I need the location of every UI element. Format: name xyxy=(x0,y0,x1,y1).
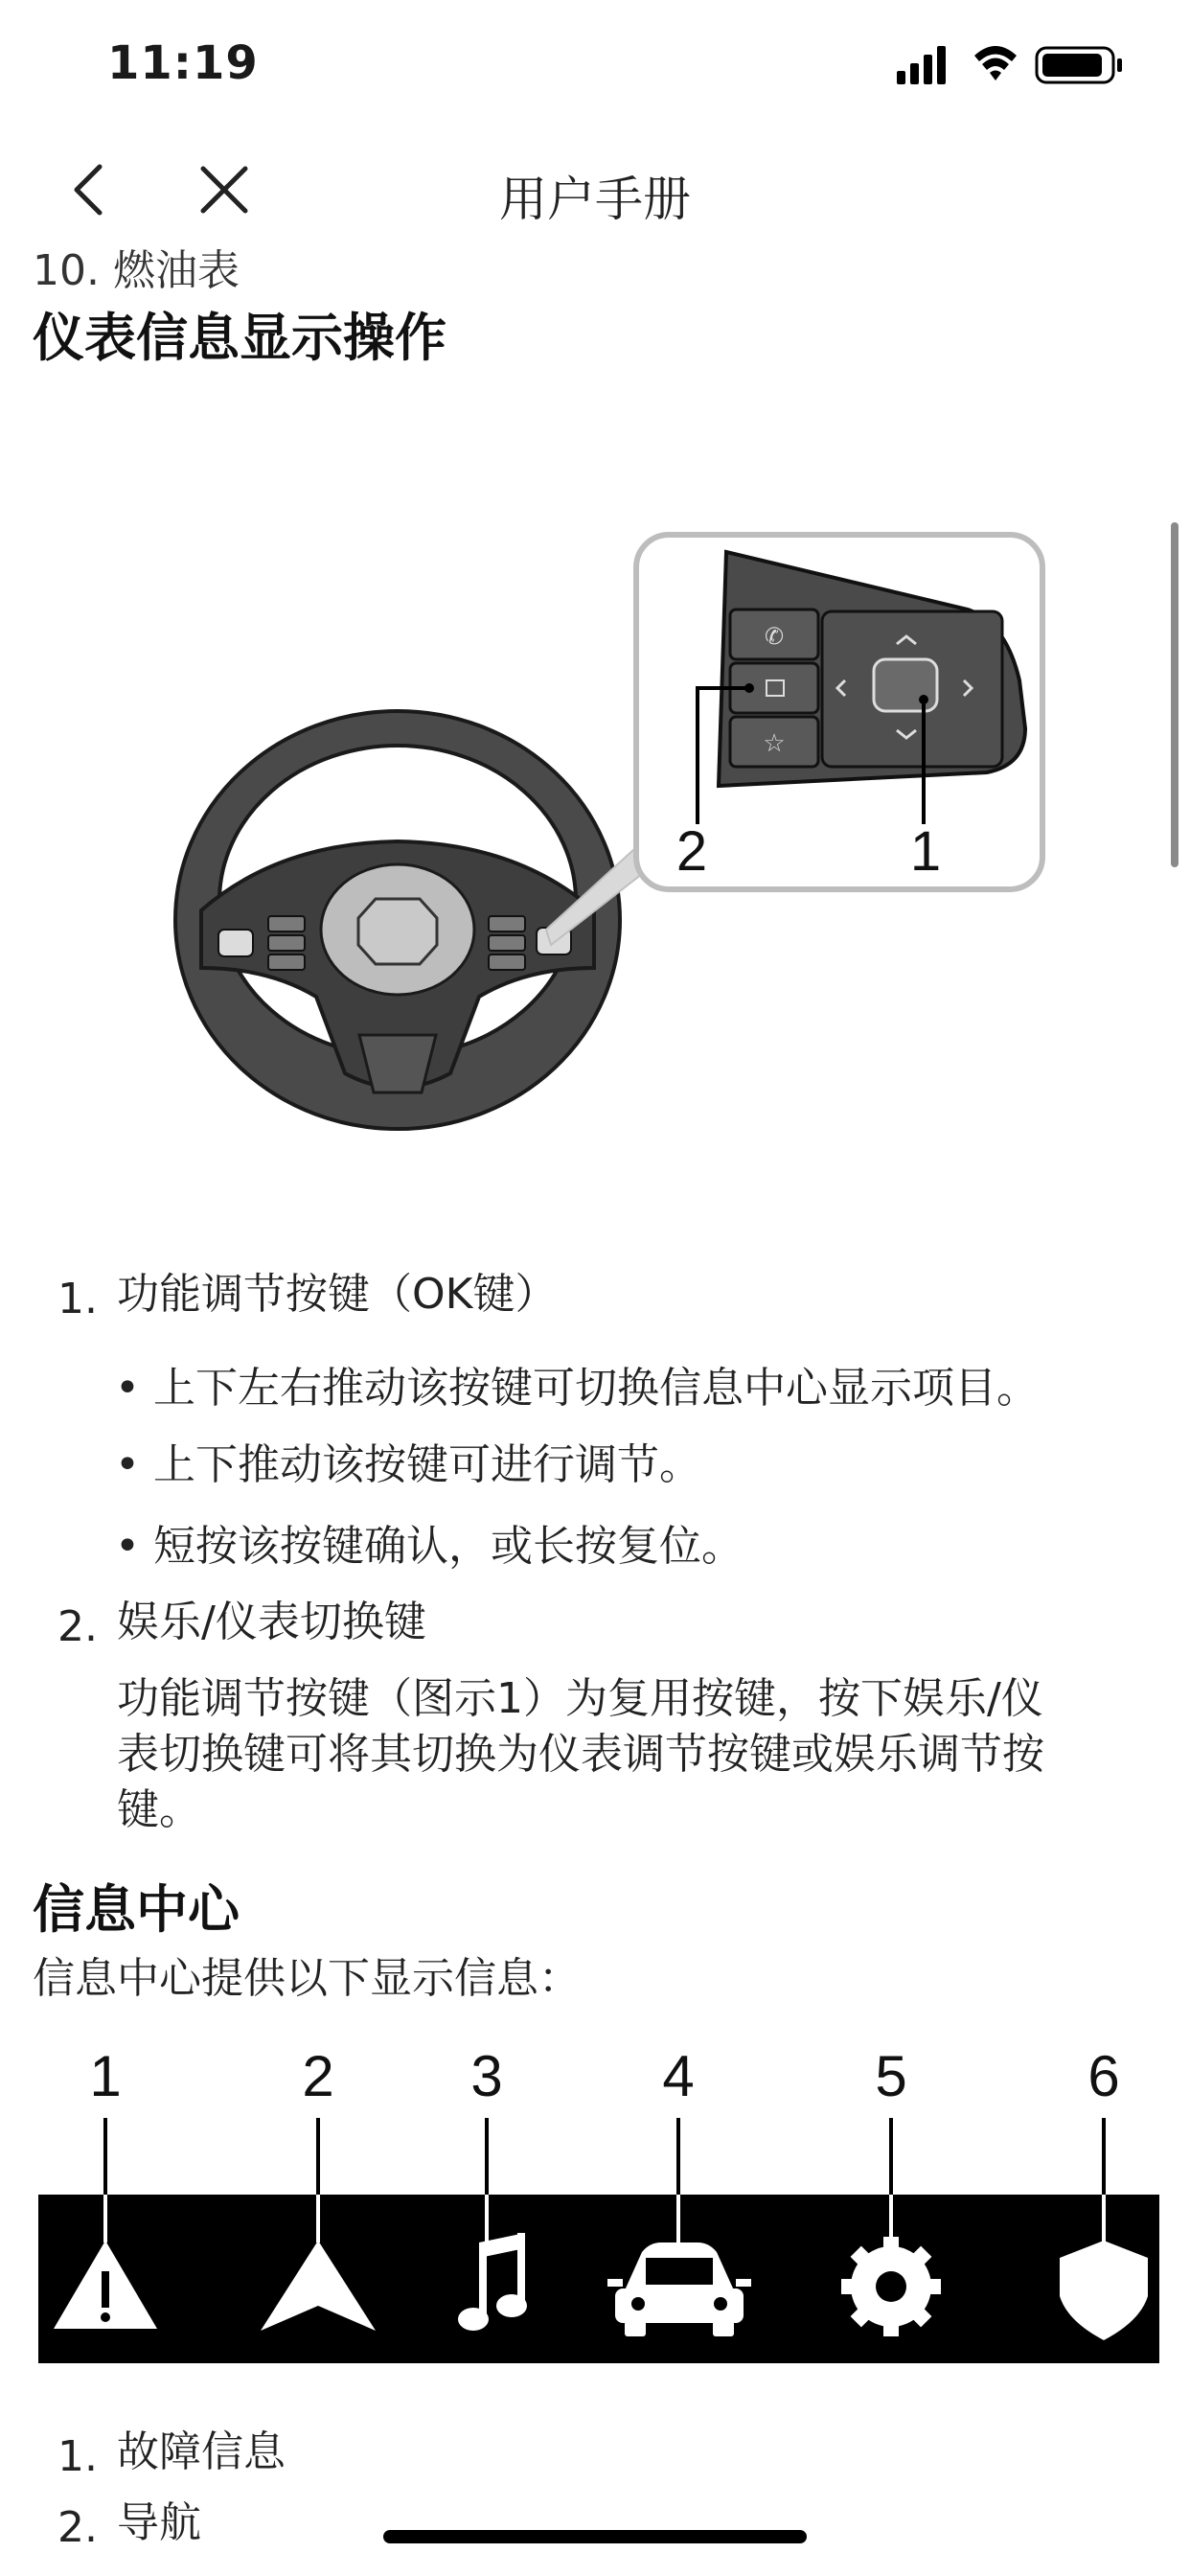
scrollbar[interactable] xyxy=(1171,522,1179,867)
bullet-item: • 短按该按键确认，或长按复位。 xyxy=(115,1522,744,1571)
icon-number: 5 xyxy=(875,2044,907,2108)
callout-2: 2 xyxy=(675,820,708,883)
bullet-item: • 上下左右推动该按键可切换信息中心显示项目。 xyxy=(115,1364,1039,1413)
section-title-info-center: 信息中心 xyxy=(33,1879,240,1940)
cellular-signal-icon xyxy=(897,46,946,84)
button-zoom-inset xyxy=(636,535,1042,889)
list-item-desc: 功能调节按键（图示1）为复用按键，按下娱乐/仪 xyxy=(117,1674,1043,1723)
bullet-item: • 上下推动该按键可进行调节。 xyxy=(115,1440,701,1489)
icon-number: 3 xyxy=(470,2044,503,2108)
gear-icon xyxy=(841,2237,941,2336)
info-center-icon-strip xyxy=(38,2118,1159,2367)
status-bar xyxy=(0,0,1190,134)
status-time: 11:19 xyxy=(107,36,259,90)
icon-number: 4 xyxy=(662,2044,695,2108)
nav-bar xyxy=(0,134,1190,245)
bullet-text: 上下左右推动该按键可切换信息中心显示项目。 xyxy=(152,1364,1039,1413)
list-item-number: 1. xyxy=(57,1275,98,1323)
list-item-title: 故障信息 xyxy=(117,2427,286,2476)
clipped-list-item: 10. 燃油表 xyxy=(33,246,240,295)
steering-wheel-illustration xyxy=(175,711,620,1129)
steering-wheel-diagram xyxy=(163,518,1054,1150)
home-indicator[interactable] xyxy=(383,2530,807,2543)
list-item-number: 2. xyxy=(57,2503,98,2552)
list-item-desc: 表切换键可将其切换为仪表调节按键或娱乐调节按 xyxy=(117,1730,1044,1779)
page-title: 用户手册 xyxy=(499,172,691,227)
status-icons xyxy=(893,42,1133,90)
icon-number: 1 xyxy=(89,2044,122,2108)
star-icon: ☆ xyxy=(763,729,786,758)
callout-1: 1 xyxy=(909,820,942,883)
list-item-title: 导航 xyxy=(117,2498,201,2547)
icon-number: 6 xyxy=(1087,2044,1120,2108)
section-title-display-ops: 仪表信息显示操作 xyxy=(33,308,446,368)
list-item-desc: 键。 xyxy=(117,1785,201,1834)
icon-number: 2 xyxy=(302,2044,334,2108)
list-item-number: 1. xyxy=(57,2432,98,2481)
list-item-number: 2. xyxy=(57,1602,98,1651)
list-item-title: 功能调节按键（OK键） xyxy=(117,1270,558,1319)
wifi-icon xyxy=(974,46,1017,80)
phone-icon: ✆ xyxy=(764,623,785,650)
battery-icon xyxy=(1037,48,1122,82)
section-intro: 信息中心提供以下显示信息： xyxy=(33,1954,581,2003)
list-item-title: 娱乐/仪表切换键 xyxy=(117,1598,426,1646)
bullet-text: 短按该按键确认，或长按复位。 xyxy=(152,1522,744,1571)
bullet-text: 上下推动该按键可进行调节。 xyxy=(152,1440,701,1489)
